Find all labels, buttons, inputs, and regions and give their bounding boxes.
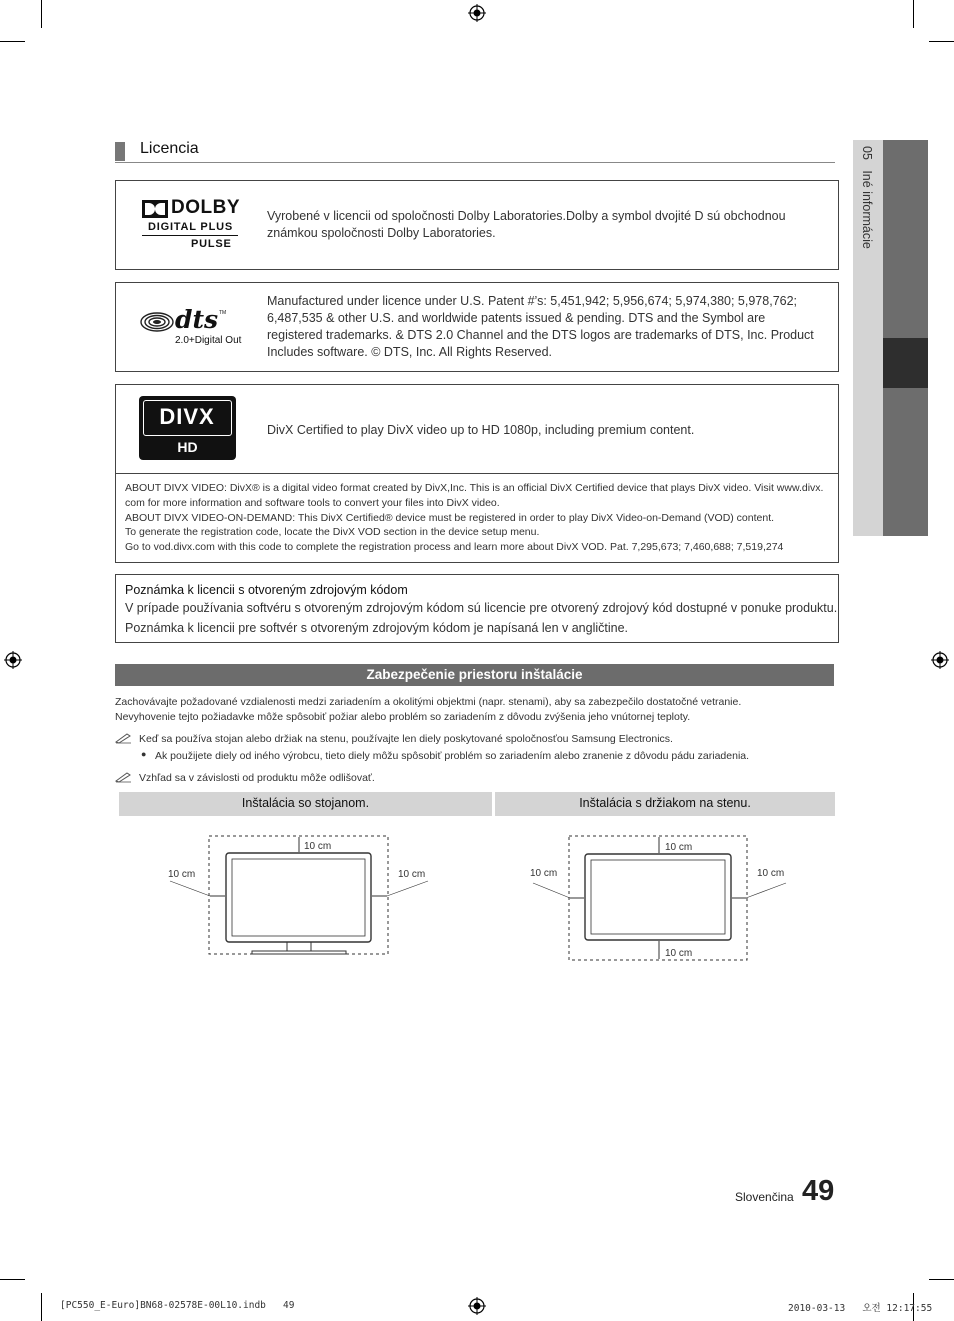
divx-about-line: ABOUT DIVX VIDEO-ON-DEMAND: This DivX Certified® device must be registered in order to play DivX Video-on-Demand (VOD) content. bbox=[125, 511, 775, 524]
open-source-line: V prípade používania softvéru s otvoreným zdrojovým kódom sú licencie pre otvorený zdrojový kód dostupné v ponuke produktu. bbox=[125, 601, 838, 615]
dolby-logo-word: DOLBY bbox=[171, 197, 240, 218]
note-text: Keď sa používa stojan alebo držiak na stenu, používajte len diely poskytované spoločnosťou Samsung Electronics. bbox=[139, 733, 673, 745]
installation-banner: Zabezpečenie priestoru inštalácie bbox=[115, 664, 834, 686]
section-heading-bar bbox=[115, 142, 125, 161]
dimension-label: 10 cm bbox=[530, 868, 558, 879]
divx-logo-word: DIVX bbox=[159, 404, 215, 429]
chapter-number: 05 bbox=[860, 146, 874, 160]
dts-license-box bbox=[115, 282, 839, 372]
trim-mark bbox=[913, 0, 914, 28]
trim-mark bbox=[0, 1279, 25, 1280]
dts-logo bbox=[140, 307, 250, 349]
trim-mark bbox=[0, 41, 25, 42]
page-number: 49 bbox=[802, 1175, 835, 1207]
trim-mark bbox=[929, 1279, 954, 1280]
dimension-label: 10 cm bbox=[757, 868, 785, 879]
trim-mark bbox=[929, 41, 954, 42]
double-d-icon bbox=[142, 200, 168, 218]
registration-mark-icon bbox=[931, 651, 949, 669]
dolby-logo bbox=[142, 199, 244, 253]
note-icon bbox=[115, 732, 132, 744]
print-file-info: [PC550_E-Euro]BN68-02578E-00L10.indb 49 bbox=[60, 1300, 295, 1311]
dolby-logo-rule bbox=[142, 235, 238, 236]
divx-logo-hd: HD bbox=[177, 439, 198, 455]
divx-license-box bbox=[115, 384, 839, 563]
dimension-label: 10 cm bbox=[304, 841, 332, 852]
open-source-box bbox=[115, 574, 839, 643]
trim-mark bbox=[41, 1293, 42, 1321]
dimension-label: 10 cm bbox=[168, 869, 196, 880]
note-text: Vzhľad sa v závislosti od produktu môže odlišovať. bbox=[139, 772, 375, 784]
chapter-tab-active bbox=[883, 338, 928, 388]
dolby-license-box bbox=[115, 180, 839, 270]
dts-license-text: Manufactured under licence under U.S. Patent #’s: 5,451,942; 5,956,674; 5,974,380; 5,978,762; 6,487,535 & other U.S. and worldwide patents issued & pending. DTS and the Symbol are registered trademarks. & DTS 2.0 Channel and the DTS logos are trademarks of DTS, Inc. Product Includes software. © DTS, Inc. All Rights Reserved. bbox=[267, 294, 814, 359]
bullet-text: Ak použijete diely od iného výrobcu, tieto diely môžu spôsobiť problém so zariadením alebo zranenie z dôvodu pádu zariadenia. bbox=[155, 750, 750, 762]
bullet-icon: ● bbox=[141, 749, 147, 759]
open-source-line: Poznámka k licencii pre softvér s otvoreným zdrojovým kódom je napísaná len v angličtine. bbox=[125, 621, 629, 635]
divx-about-line: com for more information and software tools to convert your files into DivX video. bbox=[125, 496, 500, 509]
dimension-label: 10 cm bbox=[398, 869, 426, 880]
wall-installation-diagram bbox=[528, 828, 798, 968]
dimension-label: 10 cm bbox=[665, 948, 693, 959]
page-language: Slovenčina bbox=[735, 1190, 794, 1204]
section-title: Licencia bbox=[140, 140, 199, 157]
section-heading bbox=[115, 140, 835, 163]
registration-mark-icon bbox=[4, 651, 22, 669]
divx-divider bbox=[116, 473, 838, 474]
divx-about-line: Go to vod.divx.com with this code to complete the registration process and learn more about DivX VOD. Pat. 7,295,673; 7,460,688; 7,519,274 bbox=[125, 541, 784, 554]
installation-paragraph: Nevyhovenie tejto požiadavke môže spôsobiť požiar alebo problém so zariadením z dôvodu zvýšenia jeho vnútornej teploty. bbox=[115, 711, 691, 723]
dts-logo-tm: TM bbox=[219, 310, 227, 316]
open-source-title: Poznámka k licencii s otvoreným zdrojovým kódom bbox=[125, 583, 408, 597]
divx-about-text bbox=[125, 481, 831, 555]
trim-mark bbox=[41, 0, 42, 28]
column-header-wall: Inštalácia s držiakom na stenu. bbox=[495, 792, 835, 816]
dts-symbol-icon bbox=[140, 312, 174, 332]
dolby-license-text: Vyrobené v licencii od spoločnosti Dolby Laboratories.Dolby a symbol dvojité D sú obchodnou známkou spoločnosti Dolby Laboratories. bbox=[267, 209, 786, 240]
column-header-stand: Inštalácia so stojanom. bbox=[119, 792, 492, 816]
dolby-logo-line2: PULSE bbox=[191, 238, 232, 250]
divx-logo bbox=[139, 396, 236, 460]
note-icon bbox=[115, 771, 132, 783]
divx-about-line: To generate the registration code, locate the DivX VOD section in the device setup menu. bbox=[125, 526, 540, 539]
chapter-label bbox=[860, 146, 874, 249]
installation-paragraph: Zachovávajte požadované vzdialenosti medzi zariadením a okolitými objektmi (napr. stenami), aby sa zabezpečilo dostatočné vetranie. bbox=[115, 696, 742, 708]
dts-logo-word: dts bbox=[175, 305, 219, 334]
stand-installation-diagram bbox=[160, 828, 440, 958]
divx-about-line: ABOUT DIVX VIDEO: DivX® is a digital video format created by DivX,Inc. This is an official DivX Certified device that plays DivX video. Visit www.divx. bbox=[125, 482, 824, 494]
chapter-title: Iné informácie bbox=[860, 170, 874, 249]
dts-logo-sub: 2.0+Digital Out bbox=[175, 335, 242, 346]
registration-mark-icon bbox=[468, 1297, 486, 1315]
registration-mark-icon bbox=[468, 4, 486, 22]
divx-license-text: DivX Certified to play DivX video up to HD 1080p, including premium content. bbox=[267, 423, 695, 437]
dolby-logo-line1: DIGITAL PLUS bbox=[148, 221, 233, 233]
print-date-info: 2010-03-13 오전 12:17:55 bbox=[788, 1303, 933, 1314]
dimension-label: 10 cm bbox=[665, 842, 693, 853]
